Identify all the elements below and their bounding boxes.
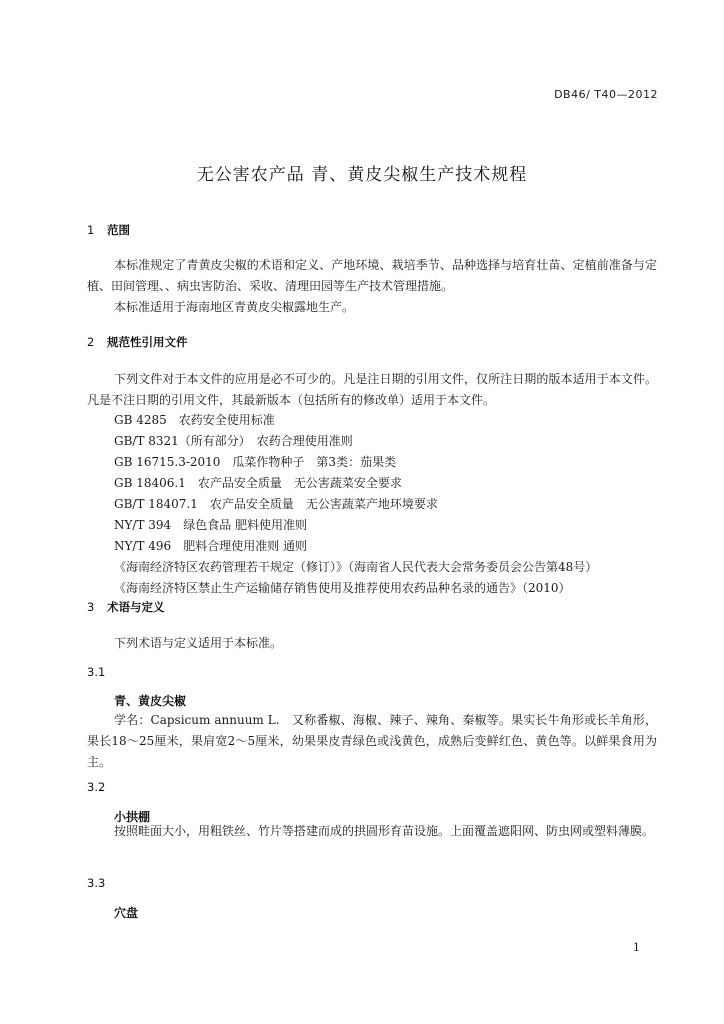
term-title: 穴盘 [114, 906, 139, 920]
paragraph: 下列术语与定义适用于本标准。 [114, 636, 283, 650]
section-3-body [87, 633, 657, 654]
subsection-3-1-number: 3.1 [87, 665, 106, 679]
term-title: 青、黄皮尖椒 [114, 694, 187, 708]
reference-item: GB 16715.3-2010 瓜菜作物种子 第3类：茄果类 [114, 455, 397, 469]
subsection-3-3-number: 3.3 [87, 876, 106, 890]
section-title: 规范性引用文件 [107, 335, 188, 349]
section-number: 2 [87, 335, 95, 349]
section-2-body [87, 369, 657, 411]
reference-item: GB 4285 农药安全使用标准 [114, 413, 275, 427]
reference-item: GB/T 8321（所有部分） 农药合理使用准则 [114, 434, 353, 448]
document-code: DB46/ T40—2012 [554, 88, 658, 101]
section-2-heading [87, 334, 188, 350]
reference-item: 《海南经济特区禁止生产运输储存销售使用及推荐使用农药品种名录的通告》（2010） [114, 581, 571, 595]
paragraph: 本标准适用于海南地区青黄皮尖椒露地生产。 [114, 300, 355, 314]
term-title: 小拱棚 [114, 810, 151, 824]
reference-item: NY/T 394 绿色食品 肥料使用准则 [114, 518, 308, 532]
reference-item: NY/T 496 肥料合理使用准则 通则 [114, 539, 308, 553]
reference-item: GB/T 18407.1 农产品安全质量 无公害蔬菜产地环境要求 [114, 497, 438, 511]
subsection-3-2-body [87, 821, 657, 842]
subsection-3-1-body [87, 710, 657, 773]
section-number: 3 [87, 600, 95, 614]
section-title: 范围 [107, 223, 130, 237]
reference-item: GB 18406.1 农产品安全质量 无公害蔬菜安全要求 [114, 476, 402, 490]
page-number: 1 [633, 941, 640, 954]
paragraph: 下列文件对于本文件的应用是必不可少的。凡是注日期的引用文件，仅所注日期的版本适用于本文件。凡是不注日期的引用文件，其最新版本（包括所有的修改单）适用于本文件。 [87, 372, 657, 407]
subsection-3-2-number: 3.2 [87, 780, 106, 794]
paragraph: 本标准规定了青黄皮尖椒的术语和定义、产地环境、栽培季节、品种选择与培育壮苗、定植前准备与定植、田间管理、、病虫害防治、采收、清理田园等生产技术管理措施。 [87, 258, 657, 293]
paragraph: 按照畦面大小，用粗铁丝、竹片等搭建而成的拱圆形育苗设施。上面覆盖遮阳网、防虫网或塑料薄膜。 [114, 824, 655, 838]
section-1-body [87, 255, 657, 318]
reference-item: 《海南经济特区农药管理若干规定（修订）》（海南省人民代表大会常务委员会公告第48号） [114, 560, 598, 574]
section-title: 术语与定义 [107, 600, 165, 614]
section-1-heading [87, 222, 130, 238]
section-number: 1 [87, 223, 95, 237]
document-title: 无公害农产品 青、黄皮尖椒生产技术规程 [196, 165, 528, 185]
paragraph: 学名：Capsicum annuum L. 又称番椒、海椒、辣子、辣角、秦椒等。果实长牛角形或长羊角形，果长18～25厘米，果肩宽2～5厘米，幼果果皮青绿色或浅黄色，成熟后变鲜红色、黄色等。以鲜果食用为主。 [87, 713, 657, 769]
section-3-heading [87, 599, 165, 615]
